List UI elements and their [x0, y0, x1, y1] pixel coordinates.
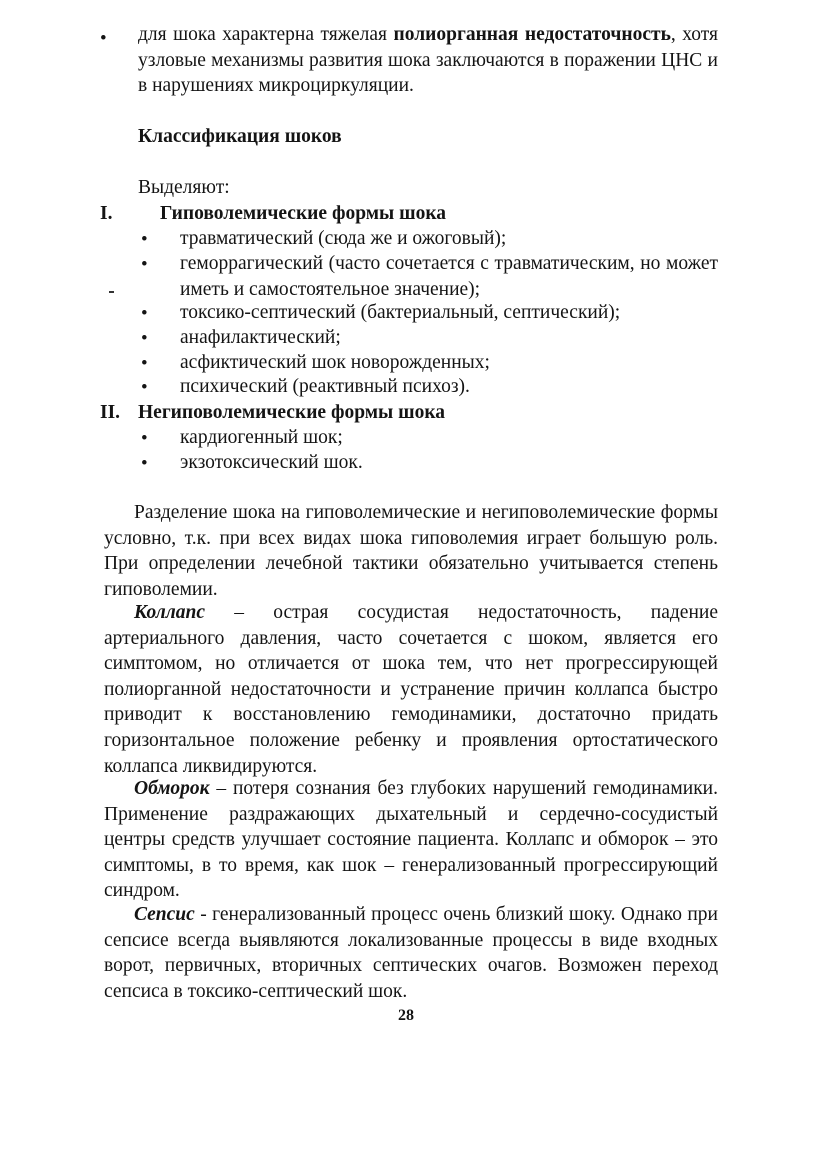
list-bullet: • — [141, 353, 148, 374]
list-item: психический (реактивный психоз). — [180, 376, 470, 397]
section-heading: Классификация шоков — [138, 126, 342, 147]
list-item: токсико-септический (бактериальный, септический); — [180, 302, 621, 323]
list-bullet: • — [141, 377, 148, 398]
group-2-numeral: II. — [100, 402, 121, 423]
definition-syncope: Обморок – потеря сознания без глубоких нарушений гемодинамики. Применение раздражающих дыхательный и сердечно-сосудистый центры средств улучшает состояние пациента. Коллапс и обморок – это симптомы, в то время, как шок – генерализованный прогрессирующий синдром. — [104, 778, 718, 902]
list-item: травматический (сюда же и ожоговый); — [180, 228, 507, 249]
term-collapse: Коллапс — [134, 602, 206, 623]
group-1-numeral: I. — [100, 203, 113, 224]
term-sepsis: Сепсис — [134, 904, 195, 925]
term-syncope: Обморок — [134, 778, 210, 799]
top-item-text: для шока характерна тяжелая полиорганная недостаточность, хотя узловые механизмы развития шока заключаются в поражении ЦНС и в нарушениях микроциркуляции. — [138, 24, 719, 97]
page-number: 28 — [398, 1007, 414, 1024]
list-item: асфиктический шок новорожденных; — [180, 352, 490, 373]
list-item: анафилактический; — [180, 327, 341, 348]
stray-mark — [109, 291, 114, 293]
list-bullet: • — [141, 229, 148, 250]
list-item: кардиогенный шок; — [180, 427, 343, 448]
definition-collapse: Коллапс – острая сосудистая недостаточность, падение артериального давления, часто сочетается с шоком, является его симптомом, но отличается от шока тем, что нет прогрессирующей полиорганной недостаточности и устранение причин коллапса быстро приводит к восстановлению гемодинамики, достаточно придать горизонтальное положение ребенку и проявления ортостатического коллапса ликвидируются. — [104, 602, 718, 777]
group-2-title: Негиповолемические формы шока — [138, 402, 446, 423]
list-bullet: • — [141, 303, 148, 324]
group-1-title: Гиповолемические формы шока — [160, 203, 447, 224]
list-bullet: • — [141, 453, 148, 474]
list-item: геморрагический (часто сочетается с травматическим, но может иметь и самостоятельное значение); — [180, 253, 718, 300]
list-bullet: • — [141, 328, 148, 349]
list-bullet: • — [141, 254, 148, 275]
list-bullet: • — [141, 428, 148, 449]
list-item: экзотоксический шок. — [180, 452, 363, 473]
intro-text: Выделяют: — [138, 177, 230, 198]
paragraph-main: Разделение шока на гиповолемические и негиповолемические формы условно, т.к. при всех видах шока гиповолемия играет большую роль. При определении лечебной тактики обязательно учитывается степень гиповолемии. — [104, 502, 718, 600]
top-item-bullet: • — [100, 28, 107, 49]
definition-sepsis: Сепсис - генерализованный процесс очень близкий шоку. Однако при сепсисе всегда выявляются локализованные процессы в виде входных ворот, первичных, вторичных септических очагов. Возможен переход сепсиса в токсико-септический шок. — [104, 904, 718, 1002]
top-item-emphasis: полиорганная недостаточность — [393, 24, 671, 45]
